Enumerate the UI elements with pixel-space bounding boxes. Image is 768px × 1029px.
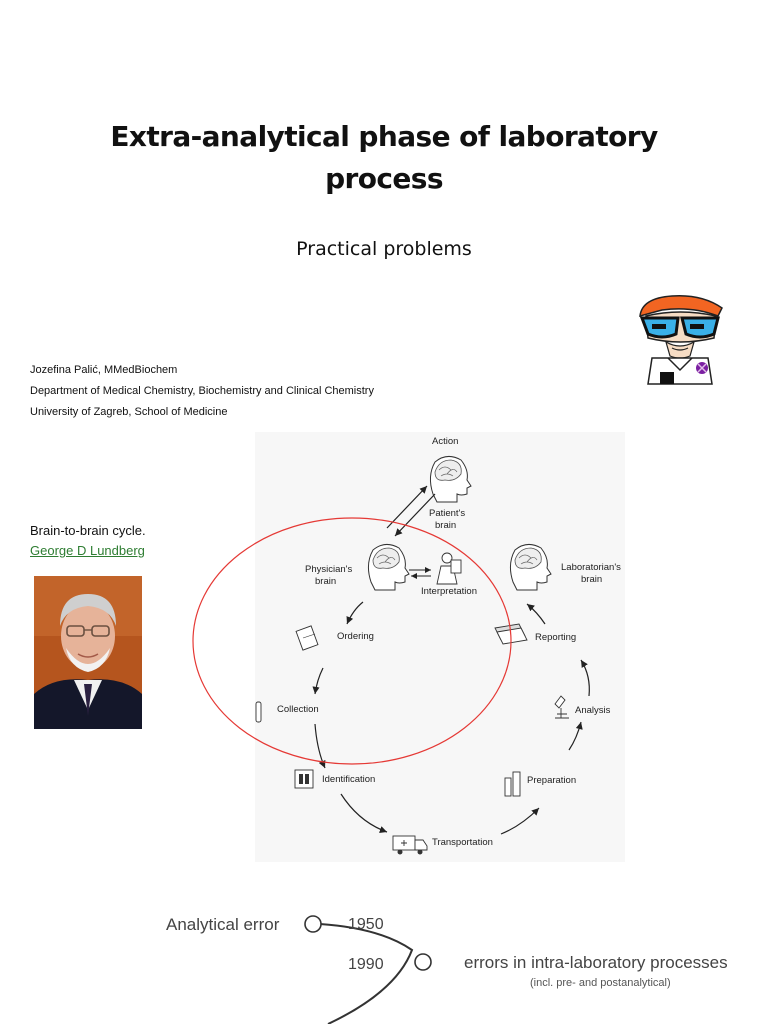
label-transportation: Transportation: [432, 837, 493, 848]
figure-caption: [30, 521, 146, 561]
wristband-id-icon: [295, 770, 313, 788]
slide-title: Extra-analytical phase of laboratory process: [110, 120, 658, 195]
label-interpretation: Interpretation: [421, 586, 477, 597]
year-1990: 1990: [348, 956, 384, 973]
intra-lab-errors-label: errors in intra-laboratory processes: [464, 953, 728, 972]
label-patients-brain-1: Patient's: [429, 508, 466, 519]
author-university: University of Zagreb, School of Medicine: [30, 406, 228, 418]
label-preparation: Preparation: [527, 775, 577, 786]
label-physicians-brain-1: Physician's: [305, 564, 353, 575]
author-department: Department of Medical Chemistry, Biochemistry and Clinical Chemistry: [30, 385, 374, 397]
year-1950: 1950: [348, 916, 384, 933]
slide-subtitle: Practical problems: [296, 238, 472, 260]
error-timeline: [150, 900, 768, 1024]
label-laboratorians-brain-2: brain: [581, 574, 603, 585]
label-patients-brain-2: brain: [435, 520, 457, 531]
author-block: [30, 360, 374, 423]
label-collection: Collection: [277, 704, 319, 715]
analytical-error-label: Analytical error: [166, 915, 280, 934]
author-name: Jozefina Palić, MMedBiochem: [30, 364, 178, 376]
lundberg-portrait: [34, 576, 142, 729]
label-reporting: Reporting: [535, 632, 577, 643]
scientist-cartoon-icon: [632, 294, 728, 386]
label-physicians-brain-2: brain: [315, 576, 337, 587]
label-identification: Identification: [322, 774, 376, 785]
timeline-node-1950: [305, 916, 321, 932]
label-analysis: Analysis: [575, 705, 611, 716]
caption-text: Brain-to-brain cycle.: [30, 523, 146, 538]
highlight-circle: [190, 515, 514, 767]
intra-lab-errors-note: (incl. pre- and postanalytical): [530, 977, 671, 989]
lundberg-link[interactable]: George D Lundberg: [30, 543, 145, 558]
label-action: Action: [432, 436, 459, 447]
label-ordering: Ordering: [337, 631, 374, 642]
label-laboratorians-brain-1: Laboratorian's: [561, 562, 621, 573]
timeline-node-1990: [415, 954, 431, 970]
